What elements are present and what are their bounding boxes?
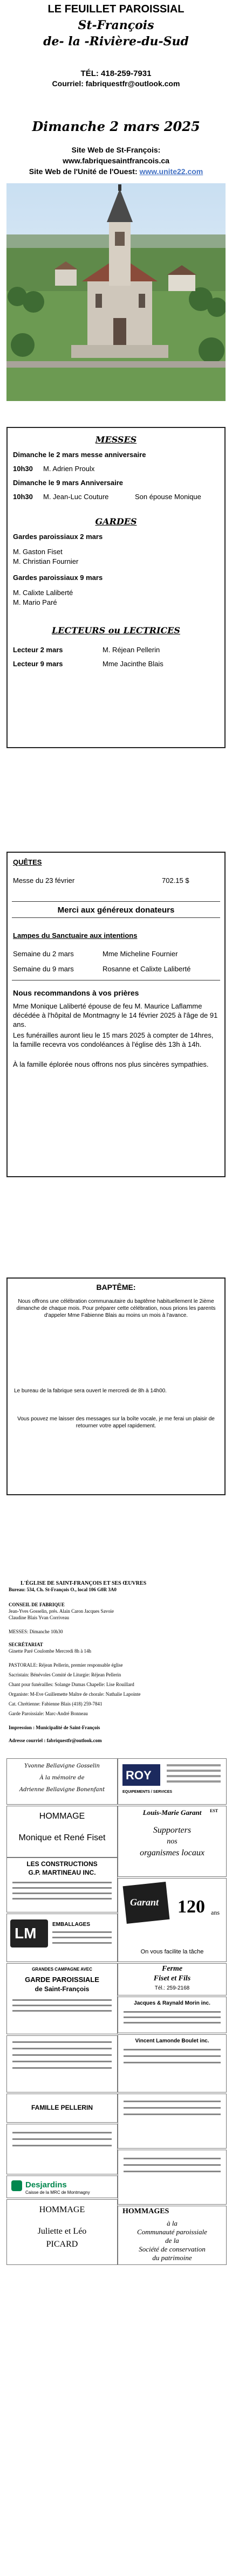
text-placeholder	[124, 2101, 221, 2102]
garde-ad-sub: de Saint-François	[35, 1985, 90, 1993]
lm-title: LM	[15, 1925, 37, 1942]
roy-title: ROY	[126, 1769, 152, 1782]
desjardins-ad	[6, 2176, 118, 2198]
hommage-ad-1	[6, 1806, 118, 1857]
constructions-name: G.P. MARTINEAU INC.	[28, 1869, 96, 1876]
memoriam-line-1: Yvonne Bellavigne Gosselin	[24, 1763, 100, 1769]
hommages-title: HOMMAGES	[122, 2207, 169, 2215]
text-placeholder	[167, 1780, 221, 1783]
impression-line: Impression : Municipalité de Saint-François	[9, 1725, 100, 1730]
bapteme-paragraph-3: Vous pouvez me laisser des messages sur la boîte vocale, je me ferai un plaisir de retourner votre appel rapidement.	[17, 1416, 215, 1429]
garant-offer: On vous facilite la tâche	[140, 1949, 204, 1955]
text-placeholder	[124, 2062, 221, 2063]
text-placeholder	[52, 1942, 112, 1944]
hommage2-text-1: Juliette et Léo	[37, 2227, 87, 2236]
text-placeholder	[124, 2022, 221, 2023]
louis-title: Louis-Marie Garant	[142, 1808, 202, 1817]
supporters-line-2: nos	[167, 1838, 178, 1846]
divider	[12, 901, 220, 902]
hommage2-title: HOMMAGE	[39, 2205, 85, 2214]
bulletin-date: Dimanche 2 mars 2025	[32, 119, 200, 134]
memoriam-ad	[6, 1758, 118, 1805]
lecteur-row-1-label: Lecteur 2 mars	[13, 646, 63, 654]
bulletin-title: LE FEUILLET PAROISSIAL	[47, 3, 185, 15]
conseil-ad	[6, 2124, 118, 2174]
web-unit-label: Site Web de l'Unité de l'Ouest:	[29, 167, 140, 176]
phone-number: TÉL: 418-259-7931	[80, 69, 152, 78]
email-line: Courriel: fabriquestfr@outlook.com	[52, 79, 180, 88]
text-placeholder	[12, 2054, 112, 2056]
schedule-box	[6, 427, 226, 748]
ferme-fiset-ad	[118, 1963, 227, 1995]
garde-ad-title: GRANDES CAMPAGNE AVEC	[32, 1967, 92, 1972]
hommages-line-3: de la	[165, 2236, 179, 2244]
text-placeholder	[12, 1882, 112, 1883]
text-placeholder	[12, 1893, 112, 1894]
garant-ad	[118, 1878, 227, 1962]
conseil-line-1: Jean-Yves Gosselin, prés. Alain Caron Jacques Savoie	[9, 1608, 114, 1614]
garde-paroissiale-ad	[6, 1963, 118, 2034]
famille-title: FAMILLE PELLERIN	[31, 2104, 93, 2111]
bapteme-title: BAPTÊME:	[96, 1283, 136, 1292]
text-placeholder	[12, 1887, 112, 1889]
mass-line-4-extra: Son épouse Monique	[135, 493, 201, 501]
supporters-line-3: organismes locaux	[140, 1848, 204, 1857]
hommages-line-2: Communauté paroissiale	[137, 2228, 207, 2236]
church-photo	[6, 183, 226, 401]
conseil-line-2: Claudine Blais Yvan Corriveau	[9, 1615, 69, 1620]
catechese-line: Cat. Chrétienne: Fabienne Blais (418) 259-7841	[9, 1701, 103, 1707]
text-placeholder	[12, 2061, 112, 2062]
text-placeholder	[167, 1764, 221, 1766]
desjardins-title: Desjardins	[25, 2180, 67, 2190]
masses-title: MESSES	[95, 434, 137, 445]
text-placeholder	[12, 2010, 112, 2012]
constructions-title: LES CONSTRUCTIONS	[26, 1860, 98, 1868]
text-placeholder	[12, 2132, 112, 2133]
anniversary-number: 120	[178, 1897, 205, 1917]
lampes-title: Lampes du Sanctuaire aux intentions	[13, 931, 138, 940]
mass-line-2-time: 10h30	[13, 465, 33, 473]
mass-line-2-text: M. Adrien Proulx	[43, 465, 95, 473]
text-placeholder	[167, 1775, 221, 1777]
lampes-row-2-name: Rosanne et Calixte Laliberté	[103, 965, 191, 973]
hommages-line-5: du patrimoine	[152, 2254, 192, 2262]
web-unit-line	[0, 167, 232, 176]
parish-name-line2: de- la -Rivière-du-Sud	[43, 34, 189, 49]
gardes-name: M. Gaston Fiset	[13, 548, 63, 556]
hommages-line-1: à la	[167, 2219, 178, 2227]
divider	[12, 917, 220, 918]
gardes-name: M. Mario Paré	[13, 598, 57, 606]
text-placeholder	[124, 2158, 221, 2159]
jacques-title: Jacques & Raynald Morin inc.	[134, 2000, 210, 2006]
adresse-line: Adresse courriel : fabriquestfr@outlook.com	[9, 1738, 102, 1743]
jacques-morin-ad	[118, 1997, 227, 2033]
quetes-row-value: 702.15 $	[162, 876, 189, 885]
hommage2-text-2: PICARD	[46, 2240, 78, 2249]
armand-ad	[118, 2150, 227, 2205]
text-placeholder	[167, 1770, 221, 1772]
text-placeholder	[124, 2164, 221, 2166]
text-placeholder	[124, 2016, 221, 2018]
messes-line: MESSES: Dimanche 10h30	[9, 1629, 63, 1634]
hommage-ad-2	[6, 2199, 118, 2265]
louis-sub: EST	[210, 1808, 219, 1813]
quetes-title: QUÊTES	[13, 858, 42, 866]
text-placeholder	[12, 2145, 112, 2146]
text-placeholder	[124, 2011, 221, 2013]
quetes-row-label: Messe du 23 février	[13, 876, 75, 885]
web-unit-url[interactable]: www.unite22.com	[139, 167, 203, 176]
text-placeholder	[124, 2114, 221, 2115]
vincent-lamonde-ad	[118, 2034, 227, 2092]
web-url[interactable]: www.fabriquesaintfrancois.ca	[63, 156, 169, 165]
bapteme-paragraph-2: Le bureau de la fabrique sera ouvert le mercredi de 8h à 14h00.	[14, 1388, 167, 1394]
pastorale-line: PASTORALE: Réjean Pellerin, premier responsable église	[9, 1662, 123, 1668]
louis-garant-ad	[118, 1806, 227, 1877]
constructions-ad	[6, 1857, 118, 1912]
lecteurs-title: LECTEURS ou LECTRICES	[52, 625, 180, 636]
lm-ad	[6, 1914, 118, 1962]
vincent-title: Vincent Lamonde Boulet inc.	[135, 2038, 209, 2044]
eglise-title: L'ÉGLISE DE SAINT-FRANÇOIS ET SES ŒUVRES	[21, 1580, 147, 1586]
desjardins-logo-icon	[11, 2180, 22, 2191]
text-placeholder	[12, 2048, 112, 2049]
emballages-title: EMBALLAGES	[52, 1922, 90, 1928]
famille-pellerin-ad	[6, 2094, 118, 2123]
ferme-title: Ferme	[161, 1965, 183, 1973]
gardes-name: M. Calixte Laliberté	[13, 589, 73, 597]
gardes-line-2: Gardes paroissiaux 9 mars	[13, 574, 103, 582]
mass-line-4-time: 10h30	[13, 493, 33, 501]
hommage-title: HOMMAGE	[39, 1812, 85, 1821]
prieres-paragraph-1: Mme Monique Laliberté épouse de feu M. Maurice Laflamme décédée à l'hôpital de Montmagny le 14 février 2025 à l'âge de 91 ans.	[13, 1002, 218, 1028]
ferme-name: Fiset et Fils	[153, 1974, 191, 1983]
mass-line-3: Dimanche le 9 mars Anniversaire	[13, 479, 124, 487]
text-placeholder	[124, 2171, 221, 2172]
mass-line-1: Dimanche le 2 mars messe anniversaire	[13, 451, 146, 459]
web-label: Site Web de St-François:	[71, 146, 161, 154]
lecteur-row-2-name: Mme Jacinthe Blais	[103, 660, 163, 668]
quetes-thanks: Merci aux généreux donateurs	[57, 906, 175, 915]
chant-line: Chant pour funérailles: Solange Dumas Chapelle: Lise Rouillard	[9, 1682, 134, 1687]
tech-ad	[6, 2035, 118, 2092]
text-placeholder	[12, 1898, 112, 1900]
mass-line-4-text: M. Jean-Luc Couture	[43, 493, 109, 501]
text-placeholder	[12, 2067, 112, 2069]
ferme-phone: Tél.: 259-2168	[154, 1985, 190, 1991]
lampes-row-2-label: Semaine du 9 mars	[13, 965, 74, 973]
organiste-line: Organiste: M-Eve Guillemette Maître de chorale: Nathalie Lapointe	[9, 1691, 141, 1697]
supporters-line-1: Supporters	[153, 1826, 192, 1835]
hommages-line-4: Société de conservation	[139, 2245, 206, 2253]
text-placeholder	[12, 1999, 112, 2001]
lampes-row-1-name: Mme Micheline Fournier	[103, 950, 178, 958]
garde-line: Garde Paroissiale: Marc-André Bonneau	[9, 1711, 88, 1716]
anniversary-label: ans	[211, 1909, 220, 1916]
secretariat-title: SECRÉTARIAT	[9, 1642, 43, 1647]
text-placeholder	[52, 1937, 112, 1938]
lampes-row-1-label: Semaine du 2 mars	[13, 950, 74, 958]
hommages-ad	[118, 2206, 227, 2265]
roy-ad	[118, 1758, 227, 1805]
gardes-name: M. Christian Fournier	[13, 557, 79, 565]
desjardins-sub: Caisse de la MRC de Montmagny	[25, 2190, 90, 2195]
garde-ad-name: GARDE PAROISSIALE	[25, 1976, 99, 1984]
garant-title: Garant	[130, 1897, 159, 1908]
lecteur-row-1-name: M. Réjean Pellerin	[103, 646, 160, 654]
text-placeholder	[124, 2049, 221, 2050]
prieres-title: Nous recommandons à vos prières	[13, 989, 139, 997]
prieres-paragraph-2: Les funérailles auront lieu le 15 mars 2025 à compter de 14hres, la famille recevra vos condoléances à l'église dès 13h à 14h.	[13, 1031, 214, 1048]
eglise-address: Bureau: 534, Ch. St-François O., local 106 G0R 3A0	[9, 1587, 117, 1592]
bapteme-paragraph-1: Nous offrons une célébration communautaire du baptême habituellement le 2ième dimanche de chaque mois. Pour préparer cette célébration, nous prions les parents d'appeler Mme Fabienne Blais au moins un mois à l'avance.	[16, 1299, 216, 1318]
prieres-paragraph-3: À la famille éplorée nous offrons nos plus sincères sympathies.	[13, 1060, 209, 1068]
service-ad	[118, 2094, 227, 2149]
memoriam-line-3: Adrienne Bellavigne Bonenfant	[19, 1787, 105, 1793]
hommage-text: Monique et René Fiset	[18, 1833, 106, 1842]
text-placeholder	[124, 2055, 221, 2057]
memoriam-line-2: À la mémoire de	[39, 1775, 85, 1781]
text-placeholder	[124, 2107, 221, 2109]
gardes-line-1: Gardes paroissiaux 2 mars	[13, 533, 103, 541]
gardes-title: GARDES	[95, 516, 137, 527]
sacristain-line: Sacristain: Bénévoles Comité de Liturgie: Réjean Pellerin	[9, 1672, 121, 1677]
conseil-title: CONSEIL DE FABRIQUE	[9, 1602, 65, 1607]
parish-name-line1: St-François	[78, 18, 154, 32]
lecteur-row-2-label: Lecteur 9 mars	[13, 660, 63, 668]
secretariat-line: Ginette Paré Coulombe Mercredi 8h à 14h	[9, 1648, 91, 1654]
roy-sub: EQUIPEMENTS / SERVICES	[122, 1790, 173, 1794]
text-placeholder	[12, 2138, 112, 2140]
text-placeholder	[12, 2005, 112, 2006]
text-placeholder	[12, 2041, 112, 2043]
text-placeholder	[52, 1931, 112, 1933]
